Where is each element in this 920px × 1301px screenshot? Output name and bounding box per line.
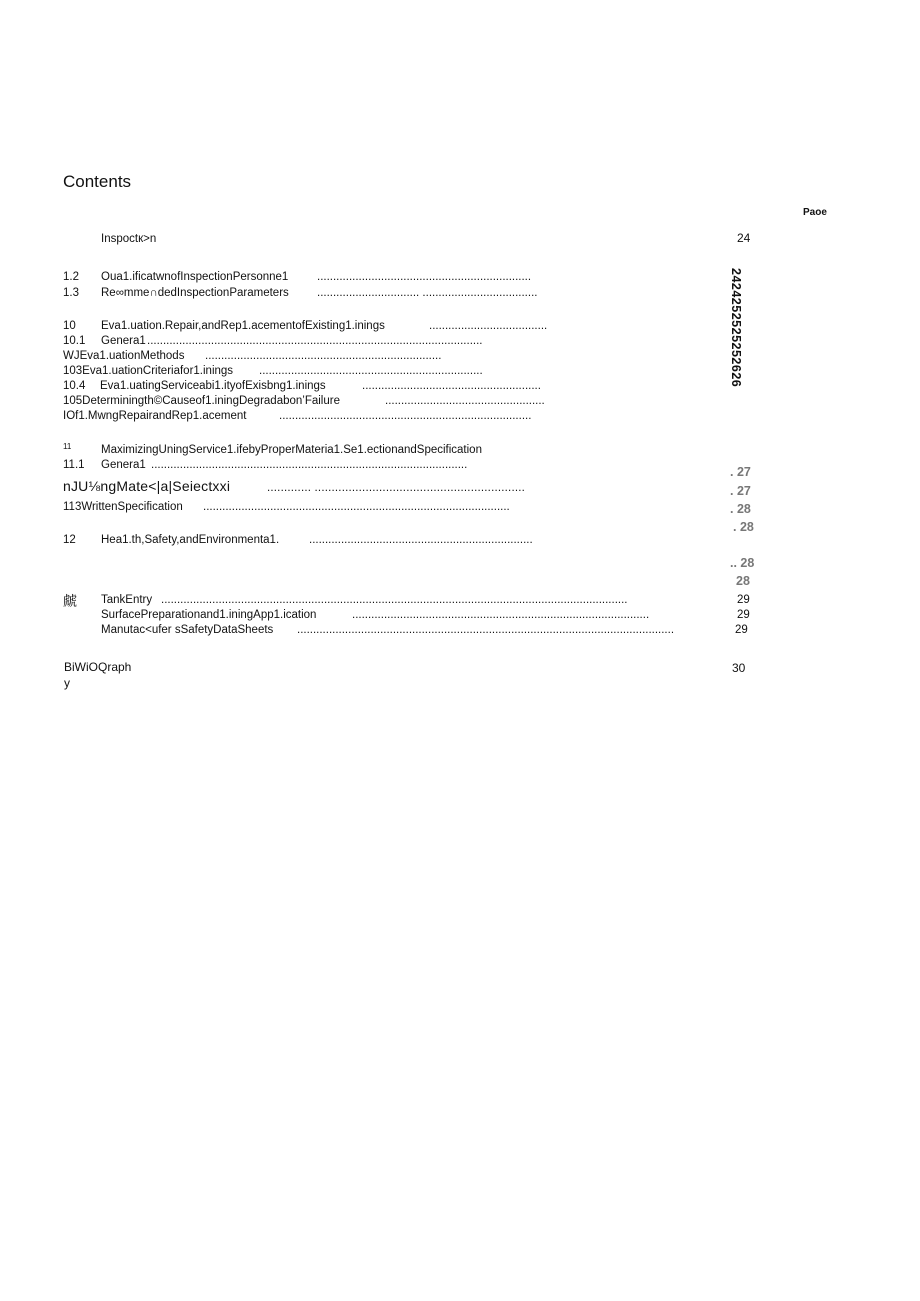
toc-label: Genera1 xyxy=(101,335,146,347)
toc-dots: ......................................................................................................... xyxy=(147,335,483,347)
toc-label: Oua1.ificatwnofInspectionPersonne1 xyxy=(101,271,289,283)
toc-label: Eva1.uation.Repair,andRep1.acementofExisting1.inings xyxy=(101,320,385,332)
toc-page: 24 xyxy=(737,231,751,245)
toc-dots: ...................................................................... xyxy=(259,365,483,377)
toc-label: 113WrittenSpecification xyxy=(63,501,183,513)
toc-label: MaximizingUningService1.ifebyProperMateria1.Se1.ectionandSpecification xyxy=(101,444,482,456)
toc-number: 10.1 xyxy=(63,335,86,347)
toc-dots: ............................................................................................. xyxy=(352,609,650,621)
toc-number: 1.2 xyxy=(63,271,79,283)
toc-label: 105Determiningth©Causeof1.iningDegradabon’Failure xyxy=(63,395,340,407)
toc-title: Contents xyxy=(63,172,132,191)
toc-dots: ................................ .................................... xyxy=(317,287,538,299)
toc-label: Inspoctк>n xyxy=(101,233,157,245)
toc-label: Eva1.uatingServiceabi1.ityofExisbng1.inings xyxy=(100,380,326,392)
scan-page-number: . 28 xyxy=(733,520,754,534)
toc-label: SurfacePreparationand1.iningApp1.ication xyxy=(101,609,317,621)
toc-dots: .................................................................................................................................................. xyxy=(161,594,628,606)
toc-label: nJU⅛ngMate<|a|Seiectxxi xyxy=(63,478,231,494)
scan-page-number: .. 28 xyxy=(730,556,755,570)
toc-number: 10.4 xyxy=(63,380,86,392)
scan-page-number: . 27 xyxy=(730,465,751,479)
toc-label: WJEva1.uationMethods xyxy=(63,350,185,362)
toc-dots: ............. .............................................................. xyxy=(267,482,526,494)
toc-label-continued: y xyxy=(64,676,70,690)
toc-dots: ................................................................... xyxy=(317,271,532,283)
toc-label: 103Eva1.uationCriteriafor1.inings xyxy=(63,365,234,377)
toc-label: Genera1 xyxy=(101,459,146,471)
scan-page-number: . 28 xyxy=(730,502,751,516)
toc-number: 10 xyxy=(63,320,76,332)
toc-number: 1.3 xyxy=(63,287,79,299)
toc-page: 30 xyxy=(732,661,746,675)
vertical-page-numbers: 2424252525252626 xyxy=(729,268,743,388)
toc-number: 11 xyxy=(63,442,72,451)
toc-dots: .......................................................................... xyxy=(205,350,442,362)
toc-dots: ...................................................................... xyxy=(309,534,533,546)
toc-dots: .................................................. xyxy=(385,395,545,407)
toc-label: Manutac<ufer sSafetyDataSheets xyxy=(101,624,274,636)
scan-page-number: 28 xyxy=(736,574,750,588)
toc-dots: ............................................................................... xyxy=(279,410,532,422)
section-mark: 虤 xyxy=(63,593,77,609)
toc-dots: ...................................................................................................................... xyxy=(297,624,675,636)
toc-page: 29 xyxy=(737,594,750,606)
toc-page: 29 xyxy=(737,609,750,621)
toc-label: Re∞mme∩dedInspectionParameters xyxy=(101,287,289,299)
toc-entry-bibliography[interactable] xyxy=(63,660,753,692)
toc-page: 29 xyxy=(735,624,748,636)
page-column-header: Paoe xyxy=(803,207,827,218)
toc-dots: ................................................................................................... xyxy=(151,459,468,471)
toc-label: BiWiOQraph xyxy=(64,660,132,674)
toc-label: Hea1.th,Safety,andEnvironmenta1. xyxy=(101,534,280,546)
toc-number: 12 xyxy=(63,534,76,546)
toc-label: IOf1.MwngRepairandRep1.acement xyxy=(63,410,247,422)
toc-dots: ................................................................................................ xyxy=(203,501,510,513)
toc-entry-intro[interactable] xyxy=(101,232,761,246)
toc-label: TankEntry xyxy=(101,594,153,606)
toc-dots: ........................................................ xyxy=(362,380,541,392)
scan-page-number: . 27 xyxy=(730,484,751,498)
toc-dots: ..................................... xyxy=(429,320,548,332)
toc-number: 11.1 xyxy=(63,459,85,471)
